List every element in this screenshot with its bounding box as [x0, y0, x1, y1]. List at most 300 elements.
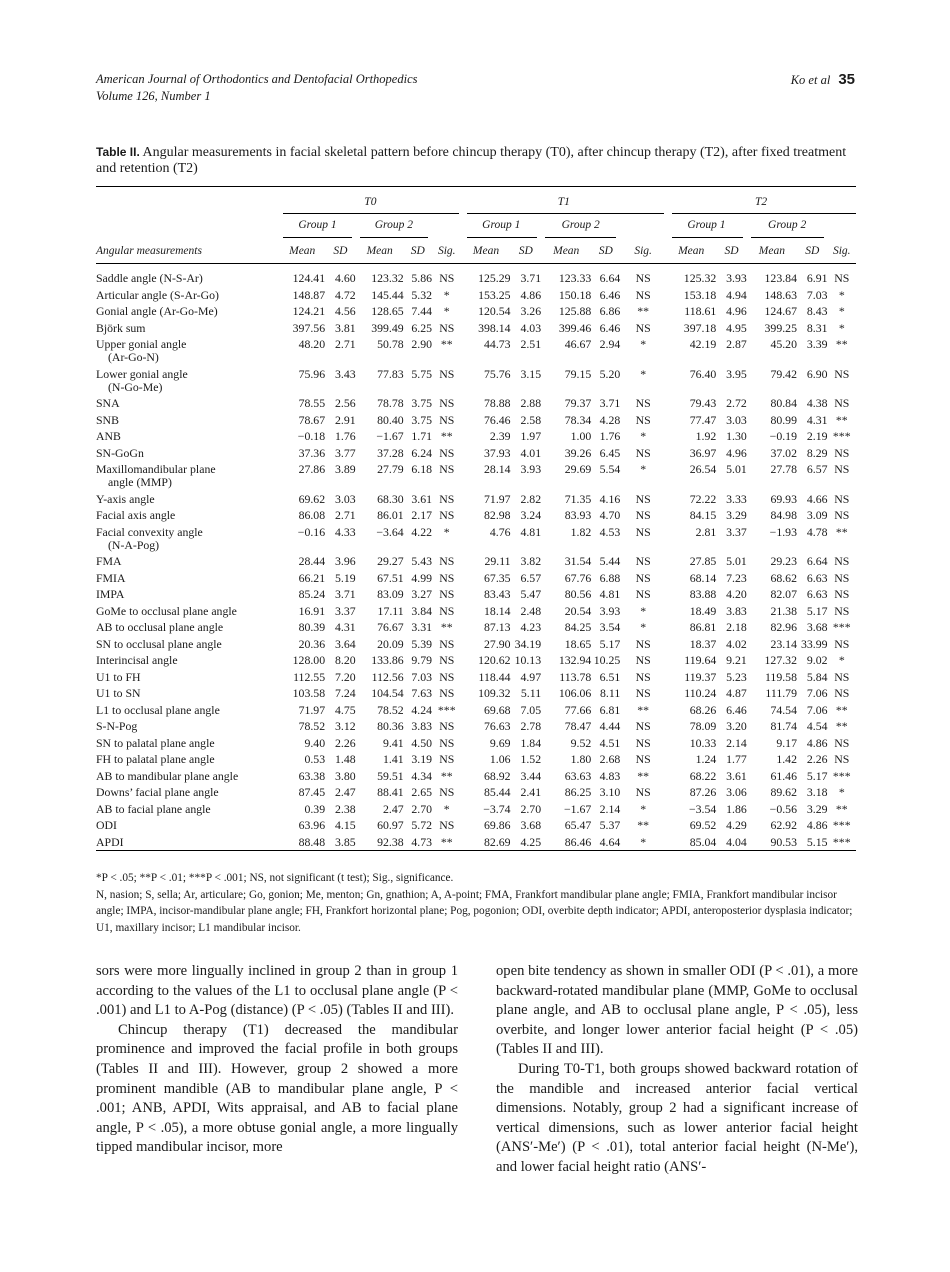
measurement-name-line: Articular angle (S-Ar-Go) — [96, 287, 219, 302]
table-row — [96, 801, 856, 818]
significance-cell: ** — [637, 304, 650, 318]
mean-cell: 78.09 — [689, 719, 717, 733]
measurement-name — [96, 801, 279, 818]
mean-cell: 76.67 — [377, 620, 404, 634]
group-header: Group 1 — [687, 218, 726, 231]
sd-cell: 6.46 — [599, 287, 621, 302]
mean-cell: 63.96 — [298, 818, 326, 832]
mean-cell: 69.93 — [770, 491, 797, 506]
significance-cell: *** — [832, 429, 851, 443]
period-header-t0: T0 — [364, 195, 377, 208]
mean-cell: 28.14 — [484, 462, 511, 476]
significance-cell: * — [640, 429, 647, 443]
significance-cell: NS — [439, 366, 455, 381]
sd-cell: 3.20 — [726, 719, 747, 733]
mean-cell: 125.32 — [683, 271, 717, 285]
measurement-name-line: GoMe to occlusal plane angle — [96, 603, 237, 618]
column-header-mean: Mean — [472, 244, 500, 257]
mean-cell: 37.93 — [484, 445, 511, 460]
group-header: Group 2 — [768, 218, 807, 231]
mean-cell: 29.23 — [770, 554, 797, 568]
sd-cell: 6.88 — [599, 570, 621, 585]
mean-cell: 132.94 — [558, 653, 592, 667]
sd-cell: 7.06 — [806, 702, 828, 717]
sd-cell: 4.23 — [520, 620, 542, 634]
mean-cell: 399.46 — [558, 320, 592, 335]
sd-cell: 4.64 — [599, 834, 621, 849]
sd-cell: 6.46 — [599, 320, 621, 335]
sd-cell: 5.44 — [599, 554, 621, 568]
sd-cell: 3.93 — [726, 271, 747, 285]
sd-cell: 1.84 — [520, 735, 542, 750]
sd-cell: 3.80 — [335, 768, 356, 783]
significance-cell: ** — [835, 524, 848, 539]
paragraph: During T0-T1, both groups showed backward rotation of the mandible and increased anterior facial vertical dimensions. Notably, group 2 had a significant increase of vertical dimensions, such as lower anterior facial height (ANS′-Me′) (P < .01), total anterior facial height (N-Me′), and lower facial height ratio (ANS′- — [496, 1060, 858, 1175]
mean-cell: 17.11 — [377, 603, 404, 618]
significance-cell: NS — [834, 396, 850, 410]
mean-cell: 106.06 — [558, 686, 592, 700]
significance-cell: NS — [439, 735, 455, 750]
column-header-sd: SD — [410, 244, 425, 257]
mean-cell: 78.52 — [298, 719, 326, 733]
sd-cell: 7.63 — [411, 686, 433, 700]
sd-cell: 1.48 — [335, 752, 356, 766]
measurement-name-line: AB to mandibular plane angle — [96, 768, 239, 783]
mean-cell: −0.16 — [297, 524, 326, 539]
mean-cell: 9.69 — [489, 735, 511, 750]
table-row — [96, 412, 856, 429]
sd-cell: 4.56 — [335, 304, 356, 318]
significance-cell: * — [443, 304, 450, 318]
table-row — [96, 303, 856, 320]
measurement-name — [96, 395, 279, 412]
table-row — [96, 636, 856, 653]
significance-cell: NS — [834, 445, 850, 460]
mean-cell: 82.07 — [770, 587, 797, 601]
sd-cell: 9.21 — [726, 653, 747, 667]
measurement-name — [96, 751, 279, 768]
mean-cell: 20.36 — [298, 636, 326, 651]
significance-cell: NS — [834, 636, 850, 651]
group-header: Group 2 — [374, 218, 413, 231]
sd-cell: 10.25 — [593, 653, 621, 667]
significance-cell: ** — [440, 620, 453, 634]
sd-cell: 5.15 — [806, 834, 828, 849]
measurement-name — [96, 336, 279, 366]
mean-cell: 9.41 — [383, 735, 404, 750]
sd-cell: 6.25 — [411, 320, 433, 335]
sd-cell: 7.05 — [520, 702, 542, 717]
sd-cell: 2.56 — [335, 396, 356, 410]
measurement-name-line: FMA — [96, 554, 122, 568]
measurement-name-line: AB to facial plane angle — [96, 801, 211, 816]
significance-cell: * — [640, 834, 647, 849]
paragraph: Chincup therapy (T1) decreased the mandibular prominence and improved the facial profile in both groups (Tables II and III). However, group 2 showed a more prominent mandible (AB to mandibular plane angle, P < .001; ANB, APDI, Wits appraisal, and AB to facial plane angle, P < .05), a more obtuse gonial angle, a more lingually tipped mandibular incisor, more — [96, 1021, 458, 1156]
mean-cell: −0.19 — [769, 429, 797, 443]
mean-cell: 1.06 — [489, 752, 511, 766]
mean-cell: 27.78 — [770, 462, 797, 476]
mean-cell: −1.67 — [563, 801, 592, 816]
sd-cell: 3.27 — [411, 587, 433, 601]
sd-cell: 4.73 — [411, 834, 433, 849]
mean-cell: 1.82 — [570, 524, 592, 539]
significance-cell: ** — [440, 834, 453, 849]
table-row — [96, 445, 856, 462]
authors: Ko et al — [790, 73, 831, 87]
mean-cell: 124.67 — [764, 304, 797, 318]
table-row — [96, 751, 856, 768]
mean-cell: 10.33 — [689, 735, 717, 750]
mean-cell: 112.55 — [293, 669, 326, 684]
table-row — [96, 817, 856, 834]
sd-cell: 4.53 — [599, 524, 621, 539]
mean-cell: 80.39 — [298, 620, 326, 634]
sd-cell: 4.54 — [806, 719, 828, 733]
mean-cell: 86.01 — [377, 508, 404, 522]
table-caption — [96, 144, 856, 177]
significance-cell: * — [443, 801, 450, 816]
significance-cell: NS — [635, 587, 651, 601]
mean-cell: 84.25 — [564, 620, 592, 634]
mean-cell: 18.14 — [484, 603, 511, 618]
sd-cell: 10.13 — [514, 653, 542, 667]
measurement-name — [96, 491, 279, 508]
sd-cell: 4.24 — [411, 702, 433, 717]
mean-cell: 83.93 — [564, 508, 592, 522]
significance-cell: * — [640, 620, 647, 634]
measurement-name — [96, 735, 279, 752]
mean-cell: 82.96 — [770, 620, 797, 634]
running-header-page — [791, 71, 855, 88]
mean-cell: 72.22 — [689, 491, 717, 506]
significance-cell: NS — [635, 752, 651, 766]
sd-cell: 3.29 — [806, 801, 828, 816]
column-header-mean: Mean — [758, 244, 785, 257]
sd-cell: 1.52 — [520, 752, 542, 766]
significance-cell: NS — [834, 508, 850, 522]
sd-cell: 4.25 — [520, 834, 542, 849]
table-row — [96, 336, 856, 366]
mean-cell: 27.86 — [298, 462, 326, 476]
sd-cell: 3.61 — [726, 768, 747, 783]
significance-cell: NS — [834, 271, 850, 285]
sd-cell: 3.12 — [335, 719, 356, 733]
mean-cell: 82.69 — [484, 834, 511, 849]
mean-cell: 23.14 — [770, 636, 797, 651]
mean-cell: 45.20 — [770, 337, 797, 351]
sd-cell: 2.18 — [726, 620, 747, 634]
significance-cell: ** — [637, 818, 650, 832]
sd-cell: 2.58 — [520, 412, 542, 427]
sd-cell: 3.19 — [411, 752, 433, 766]
mean-cell: 62.92 — [770, 818, 797, 832]
sd-cell: 3.29 — [726, 508, 747, 522]
significance-cell: NS — [439, 320, 455, 335]
measurement-name — [96, 685, 279, 702]
sd-cell: 3.44 — [520, 768, 542, 783]
significance-cell: * — [443, 524, 450, 539]
significance-cell: ** — [440, 337, 453, 351]
measurement-name — [96, 507, 279, 524]
sd-cell: 3.31 — [411, 620, 433, 634]
measurement-name-line: (N-Go-Me) — [108, 379, 163, 394]
sd-cell: 2.48 — [520, 603, 542, 618]
sd-cell: 4.96 — [726, 304, 747, 318]
measurement-name-line: ANB — [96, 429, 121, 443]
table-row — [96, 735, 856, 752]
sd-cell: 3.83 — [411, 719, 433, 733]
mean-cell: −3.64 — [376, 524, 404, 539]
sd-cell: 4.51 — [599, 735, 621, 750]
mean-cell: 111.79 — [765, 686, 797, 700]
mean-cell: 145.44 — [371, 287, 404, 302]
mean-cell: 148.87 — [292, 287, 326, 302]
significance-cell: * — [838, 287, 845, 302]
mean-cell: 1.92 — [695, 429, 717, 443]
table-footnotes — [96, 870, 858, 936]
sd-cell: 7.03 — [411, 669, 433, 684]
sd-cell: 3.06 — [726, 785, 747, 799]
sd-cell: 2.72 — [726, 396, 747, 410]
significance-cell: NS — [635, 570, 651, 585]
mean-cell: 80.84 — [770, 396, 797, 410]
measurement-name — [96, 320, 279, 337]
column-header-sd: SD — [598, 244, 613, 257]
sd-cell: 3.85 — [335, 834, 356, 849]
mean-cell: 83.43 — [484, 587, 511, 601]
measurement-name-line: SNB — [96, 412, 119, 427]
mean-cell: 88.41 — [377, 785, 404, 799]
significance-cell: NS — [635, 686, 651, 700]
page-number: 35 — [838, 71, 855, 88]
sd-cell: 5.75 — [411, 366, 433, 381]
measurement-name-line: SN to palatal plane angle — [96, 735, 215, 750]
mean-cell: 71.97 — [298, 702, 326, 717]
mean-cell: 127.32 — [764, 653, 797, 667]
table-row — [96, 619, 856, 636]
paragraph: sors were more lingually inclined in group 2 than in group 1 according to the values of the L1 to occlusal plane angle (P < .001) and L1 to A-Pog (distance) (P < .05) (Tables II and III). — [96, 963, 458, 1019]
mean-cell: 2.47 — [383, 801, 404, 816]
mean-cell: 27.79 — [377, 462, 404, 476]
measurement-name-line: IMPA — [96, 587, 125, 601]
mean-cell: 80.36 — [377, 719, 404, 733]
measurement-name — [96, 428, 279, 445]
measurement-name-line: Upper gonial angle — [96, 337, 187, 351]
sd-cell: 3.75 — [411, 412, 433, 427]
significance-cell: NS — [439, 752, 455, 766]
column-header-mean: Mean — [366, 244, 393, 257]
significance-cell: ** — [440, 768, 453, 783]
sd-cell: 2.19 — [806, 429, 828, 443]
mean-cell: 78.52 — [377, 702, 404, 717]
mean-cell: 36.97 — [689, 445, 717, 460]
sd-cell: 8.29 — [806, 445, 828, 460]
mean-cell: 153.18 — [683, 287, 717, 302]
column-header-sd: SD — [518, 244, 533, 257]
mean-cell: 60.97 — [377, 818, 404, 832]
sd-cell: 4.95 — [726, 320, 747, 335]
sd-cell: 1.86 — [726, 801, 747, 816]
sd-cell: 3.37 — [726, 524, 747, 539]
sd-cell: 3.39 — [806, 337, 828, 351]
body-column-right — [496, 962, 858, 1178]
mean-cell: 68.26 — [689, 702, 717, 717]
sd-cell: 3.33 — [726, 491, 747, 506]
mean-cell: 113.78 — [559, 669, 592, 684]
column-header-mean: Mean — [289, 244, 316, 257]
significance-cell: * — [443, 287, 450, 302]
mean-cell: 124.21 — [292, 304, 326, 318]
sd-cell: 4.20 — [726, 587, 747, 601]
sd-cell: 3.68 — [806, 620, 828, 634]
column-header-sd: SD — [724, 244, 739, 257]
mean-cell: 118.61 — [684, 304, 717, 318]
measurement-name-line: Saddle angle (N-S-Ar) — [96, 271, 203, 285]
mean-cell: 109.32 — [478, 686, 511, 700]
sd-cell: 5.72 — [411, 818, 433, 832]
measurement-name-line: AB to occlusal plane angle — [96, 620, 224, 634]
mean-cell: 18.65 — [564, 636, 592, 651]
sd-cell: 4.34 — [411, 768, 433, 783]
sd-cell: 3.93 — [520, 462, 542, 476]
body-column-left — [96, 962, 458, 1158]
sd-cell: 7.03 — [806, 287, 828, 302]
sd-cell: 9.79 — [411, 653, 433, 667]
sd-cell: 2.41 — [520, 785, 542, 799]
mean-cell: 128.00 — [292, 653, 326, 667]
mean-cell: 63.63 — [564, 768, 592, 783]
sd-cell: 33.99 — [800, 636, 828, 651]
sd-cell: 7.06 — [806, 686, 828, 700]
mean-cell: 29.27 — [377, 554, 404, 568]
group-header: Group 1 — [482, 218, 521, 231]
mean-cell: 67.51 — [377, 570, 404, 585]
significance-cell: *** — [832, 834, 851, 849]
significance-cell: NS — [439, 587, 455, 601]
mean-cell: 399.49 — [371, 320, 404, 335]
sd-cell: 6.57 — [806, 462, 828, 476]
sd-cell: 3.89 — [335, 462, 356, 476]
measurement-name-line: ODI — [96, 818, 117, 832]
mean-cell: 86.25 — [564, 785, 592, 799]
mean-cell: 148.63 — [764, 287, 797, 302]
measurement-name-line: angle (MMP) — [108, 475, 172, 489]
mean-cell: 90.53 — [770, 834, 797, 849]
measurement-name — [96, 652, 279, 669]
significance-cell: ** — [637, 768, 650, 783]
mean-cell: 2.39 — [489, 429, 511, 443]
significance-cell: NS — [834, 752, 850, 766]
mean-cell: 21.38 — [770, 603, 797, 618]
sd-cell: 3.77 — [335, 445, 356, 460]
column-header-measurement: Angular measurements — [96, 244, 202, 257]
significance-cell: NS — [635, 554, 651, 568]
measurement-name-line: Maxillomandibular plane — [96, 462, 216, 476]
significance-cell: NS — [635, 735, 651, 750]
measurement-name — [96, 636, 279, 653]
mean-cell: 79.43 — [689, 396, 717, 410]
significance-cell: NS — [439, 462, 455, 476]
sd-cell: 3.37 — [335, 603, 356, 618]
significance-cell: * — [640, 337, 647, 351]
mean-cell: 125.88 — [558, 304, 592, 318]
significance-cell: ** — [835, 719, 848, 733]
significance-cell: *** — [832, 818, 851, 832]
sd-cell: 3.26 — [520, 304, 542, 318]
mean-cell: 78.55 — [298, 396, 326, 410]
significance-cell: NS — [834, 554, 850, 568]
sd-cell: 4.33 — [335, 524, 356, 539]
mean-cell: 80.99 — [770, 412, 797, 427]
sd-cell: 6.51 — [599, 669, 621, 684]
mean-cell: 84.15 — [689, 508, 717, 522]
sd-cell: 3.84 — [411, 603, 433, 618]
mean-cell: −3.74 — [483, 801, 511, 816]
sd-cell: 5.11 — [520, 686, 542, 700]
significance-cell: NS — [834, 669, 850, 684]
sd-cell: 2.94 — [599, 337, 621, 351]
column-header-mean: Mean — [678, 244, 705, 257]
mean-cell: 85.44 — [484, 785, 511, 799]
measurement-name-line: SN to occlusal plane angle — [96, 636, 222, 651]
significance-cell: NS — [635, 785, 651, 799]
table-row — [96, 507, 856, 524]
mean-cell: 76.46 — [484, 412, 511, 427]
table-row — [96, 553, 856, 570]
sd-cell: 3.15 — [520, 366, 542, 381]
mean-cell: 2.81 — [695, 524, 717, 539]
sd-cell: 6.64 — [599, 271, 621, 285]
mean-cell: 118.44 — [478, 669, 511, 684]
sd-cell: 5.84 — [806, 669, 828, 684]
sd-cell: 1.97 — [520, 429, 542, 443]
mean-cell: 68.92 — [484, 768, 511, 783]
sd-cell: 2.14 — [599, 801, 621, 816]
sd-cell: 6.90 — [806, 366, 828, 381]
sd-cell: 2.87 — [726, 337, 747, 351]
significance-cell: ** — [835, 337, 848, 351]
mean-cell: 85.04 — [689, 834, 717, 849]
mean-cell: 86.08 — [298, 508, 326, 522]
sd-cell: 5.37 — [599, 818, 621, 832]
paragraph: open bite tendency as shown in smaller ODI (P < .01), a more backward-rotated mandibular plane (MMP, GoMe to occlusal plane angle, and AB to occlusal plane angle, P < .05), less overbite, and longer lower anterior facial height (P < .05) (Tables II and III). — [496, 963, 858, 1058]
sd-cell: 2.47 — [335, 785, 356, 799]
significance-cell: NS — [635, 320, 651, 335]
sd-cell: 2.71 — [335, 508, 356, 522]
measurement-name — [96, 669, 279, 686]
measurement-name-line: Y-axis angle — [96, 491, 155, 506]
measurement-name — [96, 270, 279, 287]
sd-cell: 4.44 — [599, 719, 621, 733]
significance-cell: NS — [439, 653, 455, 667]
mean-cell: 89.62 — [770, 785, 797, 799]
measurement-name-line: U1 to SN — [96, 686, 141, 700]
significance-cell: NS — [439, 554, 455, 568]
sd-cell: 5.17 — [806, 768, 828, 783]
sd-cell: 4.38 — [806, 396, 828, 410]
significance-cell: NS — [439, 719, 455, 733]
measurement-name — [96, 784, 279, 801]
sd-cell: 4.70 — [599, 508, 621, 522]
sd-cell: 5.39 — [411, 636, 433, 651]
sd-cell: 6.64 — [806, 554, 828, 568]
significance-cell: NS — [635, 445, 651, 460]
mean-cell: 83.09 — [377, 587, 404, 601]
sd-cell: 7.24 — [335, 686, 356, 700]
significance-cell: NS — [439, 818, 455, 832]
sd-cell: 4.97 — [520, 669, 542, 684]
mean-cell: 1.24 — [695, 752, 717, 766]
